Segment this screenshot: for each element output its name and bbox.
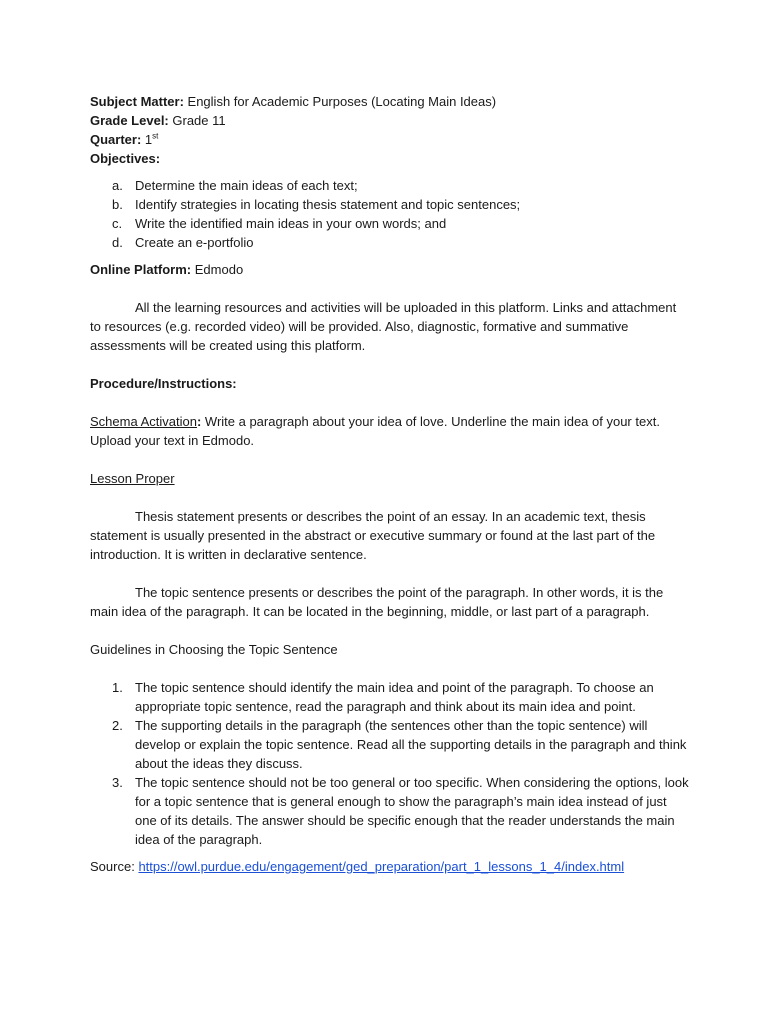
subject-matter-label: Subject Matter: [90,94,184,109]
source-link[interactable]: https://owl.purdue.edu/engagement/ged_preparation/part_1_lessons_1_4/index.html [138,859,625,874]
procedure-heading: Procedure/Instructions: [90,376,237,391]
list-item [90,195,690,214]
list-item-text: Write the identified main ideas in your own words; and [135,216,447,231]
list-marker: a. [112,178,123,193]
list-marker: 3. [112,775,123,790]
online-platform-line [90,260,690,279]
list-marker: b. [112,197,123,212]
list-item-text: The topic sentence should not be too general or too specific. When considering the options, look for a topic sentence that is general enough to show the paragraph’s main idea instead of just one of its details. The answer should be specific enough that the reader understands the main idea of the paragraph. [135,775,689,847]
list-item-text: The topic sentence should identify the main idea and point of the paragraph. To choose an appropriate topic sentence, read the paragraph and think about its main idea and point. [135,680,654,714]
list-item [90,773,690,849]
quarter-line [90,130,690,149]
subject-matter-line [90,92,690,111]
schema-activation-label: Schema Activation [90,414,197,429]
source-label: Source: [90,859,135,874]
grade-level-line [90,111,690,130]
list-item-text: The supporting details in the paragraph (the sentences other than the topic sentence) will develop or explain the topic sentence. Read all the supporting details in the paragraph and think about the ideas they discuss. [135,718,687,771]
list-item-text: Identify strategies in locating thesis statement and topic sentences; [135,197,521,212]
objectives-list [90,176,690,252]
list-item-text: Determine the main ideas of each text; [135,178,358,193]
list-item [90,214,690,233]
list-item-text: Create an e-portfolio [135,235,254,250]
subject-matter-value: English for Academic Purposes (Locating Main Ideas) [187,94,497,109]
list-marker: 2. [112,718,123,733]
quarter-suffix: st [152,131,159,141]
guidelines-heading: Guidelines in Choosing the Topic Sentence [90,642,338,657]
thesis-statement-paragraph: Thesis statement presents or describes the point of an essay. In an academic text, thesis statement is usually presented in the abstract or executive summary or found at the last part of the introduction. It is written in declarative sentence. [90,509,656,562]
list-item [90,716,690,773]
source-line [90,857,690,876]
list-marker: 1. [112,680,123,695]
quarter-value: 1 [144,132,153,147]
list-marker: d. [112,235,123,250]
guidelines-list [90,678,690,849]
grade-level-value: Grade 11 [172,113,226,128]
online-platform-value: Edmodo [194,262,244,277]
grade-level-label: Grade Level: [90,113,169,128]
list-item [90,678,690,716]
online-platform-label: Online Platform: [90,262,192,277]
schema-activation-paragraph [90,412,690,450]
schema-activation-colon: : [196,414,202,429]
platform-description: All the learning resources and activities will be uploaded in this platform. Links and attachment to resources (e.g. recorded video) will be provided. Also, diagnostic, formative and summative assessments will be created using this platform. [90,300,677,353]
list-item [90,176,690,195]
topic-sentence-paragraph: The topic sentence presents or describes the point of the paragraph. In other words, it is the main idea of the paragraph. It can be located in the beginning, middle, or last part of a paragraph. [90,585,664,619]
lesson-proper-heading: Lesson Proper [90,471,175,486]
list-marker: c. [112,216,123,231]
objectives-heading: Objectives: [90,151,161,166]
quarter-label: Quarter: [90,132,142,147]
document-page [90,92,690,876]
list-item [90,233,690,252]
schema-activation-text: Write a paragraph about your idea of love. Underline the main idea of your text. Upload your text in Edmodo. [90,414,660,448]
